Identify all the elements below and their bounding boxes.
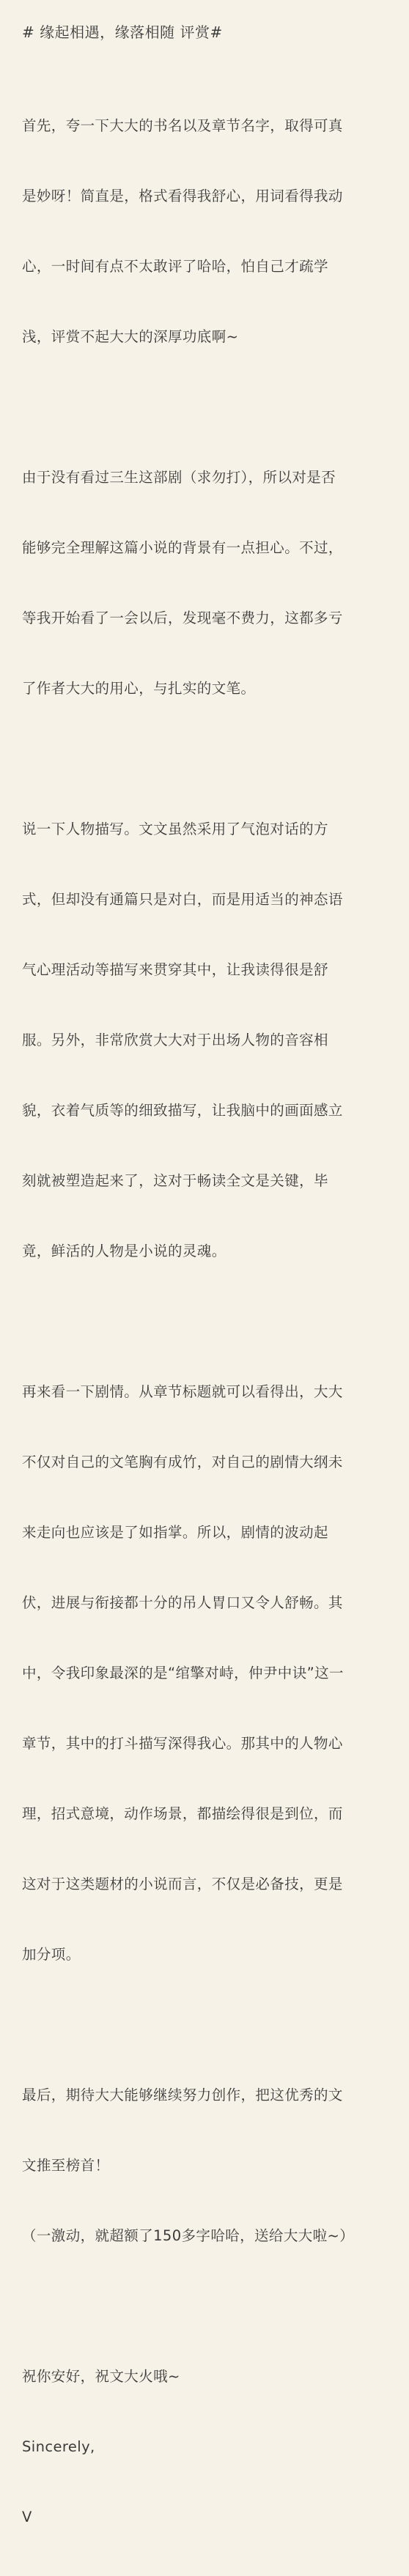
text-line: 最后，期待大大能够继续努力创作，把这优秀的文 [22, 2087, 343, 2103]
text-line: 了作者大大的用心，与扎实的文笔。 [22, 680, 256, 697]
spacer [22, 396, 391, 419]
text-line: 文推至榜首！ [22, 2157, 110, 2174]
closing-wish: 祝你安好，祝文大火哦~ [22, 2368, 180, 2385]
text-line: 气心理活动等描写来贯穿其中，让我读得很是舒 [22, 961, 328, 978]
closing-signature [22, 2318, 391, 2576]
text-line: 竟，鲜活的人物是小说的灵魂。 [22, 1243, 226, 1259]
spacer [22, 1310, 391, 1333]
text-line: 再来看一下剧情。从章节标题就可以看得出，大大 [22, 1383, 343, 1400]
text-line: 不仅对自己的文笔胸有成竹，对自己的剧情大纲未 [22, 1454, 343, 1470]
text-line: 这对于这类题材的小说而言，不仅是必备技，更是 [22, 1876, 343, 1892]
paragraph-characters [22, 771, 391, 1310]
spacer [22, 2295, 391, 2318]
text-line: 刻就被塑造起来了，这对于畅读全文是关键，毕 [22, 1172, 328, 1189]
paragraph-plot [22, 1333, 391, 2013]
sign-off: Sincerely, [22, 2438, 95, 2455]
text-line: 能够完全理解这篇小说的背景有一点担心。不过， [22, 539, 343, 556]
text-line: 首先，夸一下大大的书名以及章节名字，取得可真 [22, 117, 343, 134]
text-line: 伏，进展与衔接都十分的吊人胃口又令人舒畅。其 [22, 1594, 343, 1611]
paragraph-background [22, 419, 391, 747]
text-line: 加分项。 [22, 1946, 81, 1963]
text-line: 是妙呀！简直是，格式看得我舒心，用词看得我动 [22, 188, 343, 204]
paragraph-ending [22, 2037, 391, 2295]
text-line: 服。另外，非常欣赏大大对于出场人物的音容相 [22, 1032, 328, 1048]
text-line: 式，但却没有通篇只是对白，而是用适当的神态语 [22, 891, 343, 908]
text-line: 浅，评赏不起大大的深厚功底啊~ [22, 328, 239, 345]
spacer [22, 44, 391, 67]
review-title: # 缘起相遇，缘落相随 评赏# [22, 23, 223, 41]
text-line: 貌，衣着气质等的细致描写，让我脑中的画面感立 [22, 1102, 343, 1119]
text-line: （一激动，就超额了150多字哈哈，送给大大啦~） [22, 2227, 355, 2244]
text-line: 理，招式意境，动作场景，都描绘得很是到位，而 [22, 1805, 343, 1822]
author-initial: V [22, 2509, 32, 2525]
text-line: 章节，其中的打斗描写深得我心。那其中的人物心 [22, 1735, 343, 1752]
spacer [22, 747, 391, 771]
text-line: 等我开始看了一会以后，发现毫不费力，这都多亏 [22, 610, 343, 626]
text-line: 心，一时间有点不太敢评了哈哈，怕自己才疏学 [22, 258, 328, 275]
text-line: 来走向也应该是了如指掌。所以，剧情的波动起 [22, 1524, 328, 1541]
text-line: 说一下人物描写。文文虽然采用了气泡对话的方 [22, 821, 328, 837]
text-line: 由于没有看过三生这部剧（求勿打），所以对是否 [22, 469, 336, 486]
spacer [22, 2013, 391, 2037]
paragraph-intro [22, 67, 391, 396]
text-line: 中，令我印象最深的是“绾擎对峙，仲尹中诀”这一 [22, 1665, 344, 1681]
